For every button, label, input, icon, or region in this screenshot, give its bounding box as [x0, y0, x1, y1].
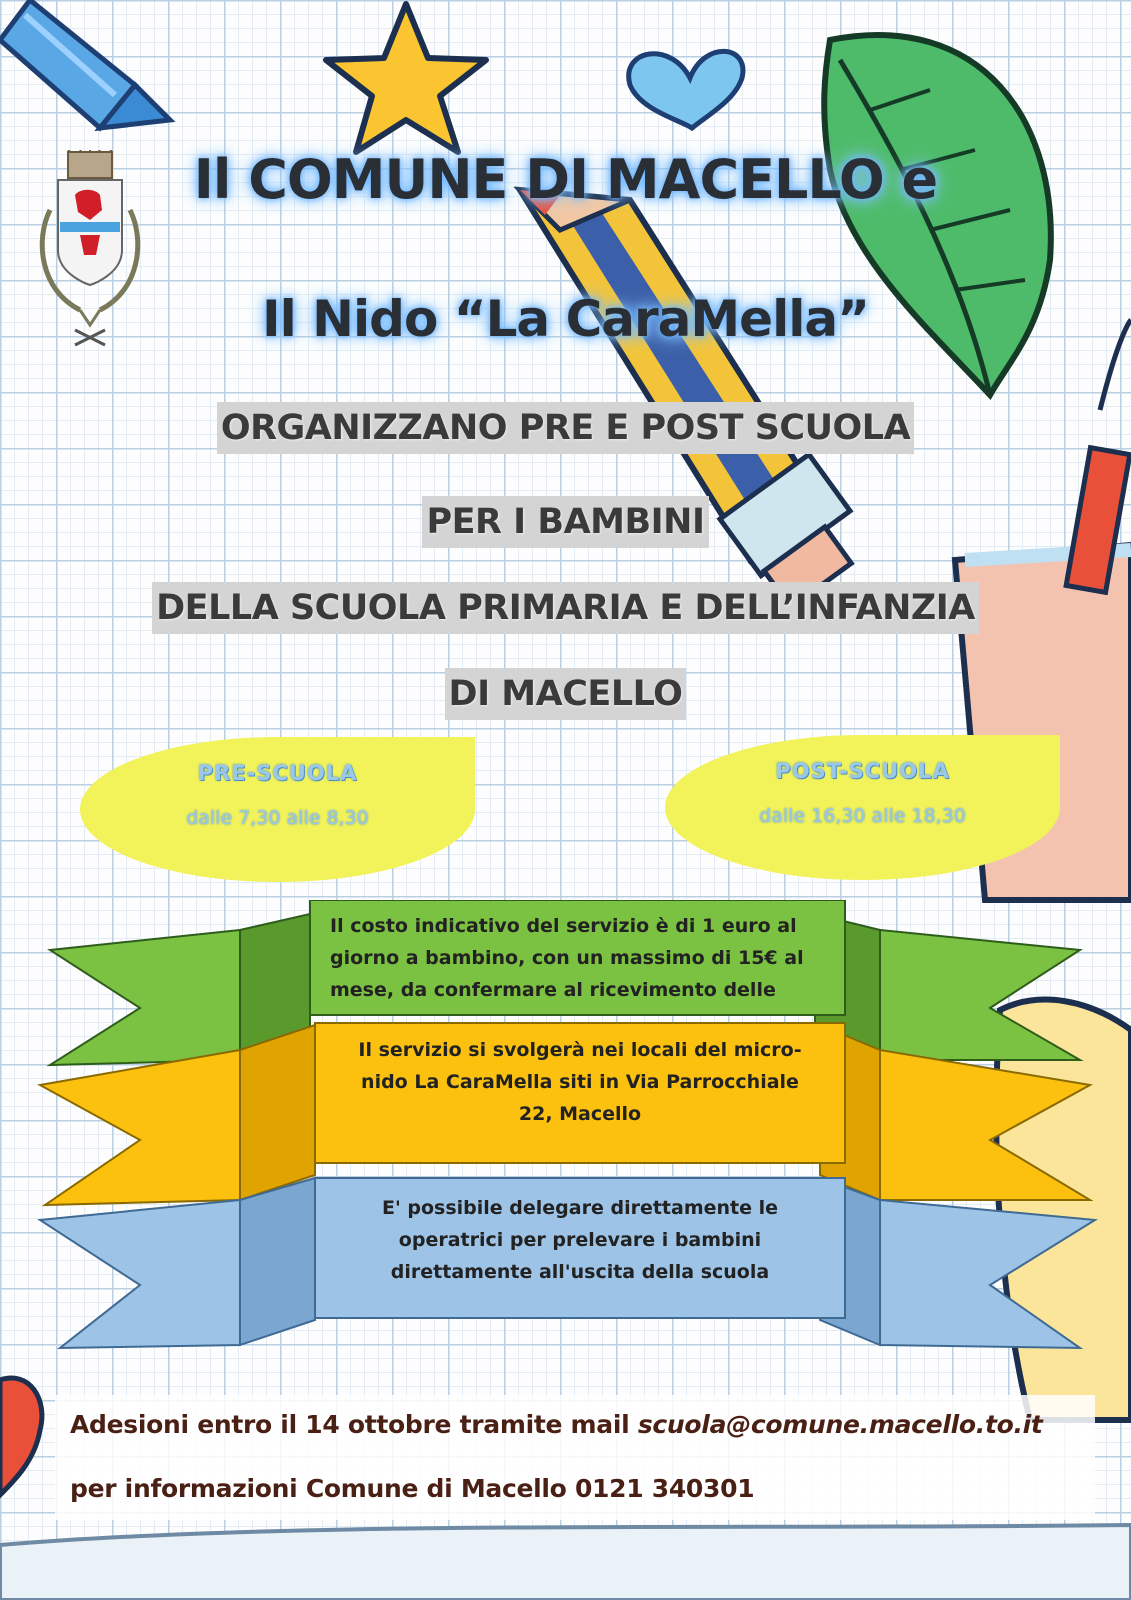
title-line-1: Il COMUNE DI MACELLO e: [193, 148, 938, 211]
footer-email-link[interactable]: scuola@comune.macello.to.it: [637, 1410, 1043, 1439]
heading-macello: DI MACELLO: [445, 668, 687, 720]
pre-scuola-time: dalle 7,30 alle 8,30: [186, 807, 369, 829]
footer-line-2: per informazioni Comune di Macello 0121 340301: [70, 1474, 755, 1503]
crayon-illustration: [0, 0, 170, 128]
heading-scuola: DELLA SCUOLA PRIMARIA E DELL’INFANZIA: [152, 582, 979, 634]
heading-row: [0, 402, 1131, 454]
heading-bambini: PER I BAMBINI: [422, 496, 708, 548]
delegate-line: E' possibile delegare direttamente le: [381, 1197, 779, 1219]
cost-line: giorno a bambino, con un massimo di 15€ al: [330, 947, 804, 969]
footer-line-1: [70, 1410, 1043, 1439]
delegate-line: direttamente all'uscita della scuola: [390, 1261, 770, 1283]
location-line: 22, Macello: [518, 1103, 642, 1125]
location-line: Il servizio si svolgerà nei locali del micro-: [358, 1039, 802, 1061]
pre-scuola-oval: [80, 737, 475, 882]
star-illustration: [326, 4, 486, 152]
pre-scuola-label: PRE-SCUOLA: [197, 761, 358, 785]
cost-line: mese, da confermare al ricevimento delle: [330, 979, 776, 1001]
footer-adesioni-text: Adesioni entro il 14 ottobre tramite mail: [70, 1410, 638, 1439]
heading-row: [0, 496, 1131, 548]
delegate-text: [320, 1192, 840, 1288]
post-scuola-time: dalle 16,30 alle 18,30: [759, 805, 966, 827]
location-line: nido La CaraMella siti in Via Parrocchiale: [361, 1071, 799, 1093]
bottom-ruler-illustration: [0, 1525, 1131, 1600]
red-heart-illustration: [0, 1378, 42, 1495]
post-scuola-label: POST-SCUOLA: [775, 759, 950, 783]
location-text: [320, 1034, 840, 1130]
delegate-line: operatrici per prelevare i bambini: [398, 1229, 762, 1251]
cost-line: Il costo indicativo del servizio è di 1 euro al: [330, 915, 797, 937]
cost-text: [330, 910, 840, 1006]
title-line-2: Il Nido “La CaraMella”: [262, 290, 869, 348]
post-scuola-oval: [665, 735, 1060, 880]
heading-row: [0, 582, 1131, 634]
heading-organizzano: ORGANIZZANO PRE E POST SCUOLA: [217, 402, 914, 454]
heart-illustration: [629, 51, 743, 128]
heading-row: [0, 668, 1131, 720]
